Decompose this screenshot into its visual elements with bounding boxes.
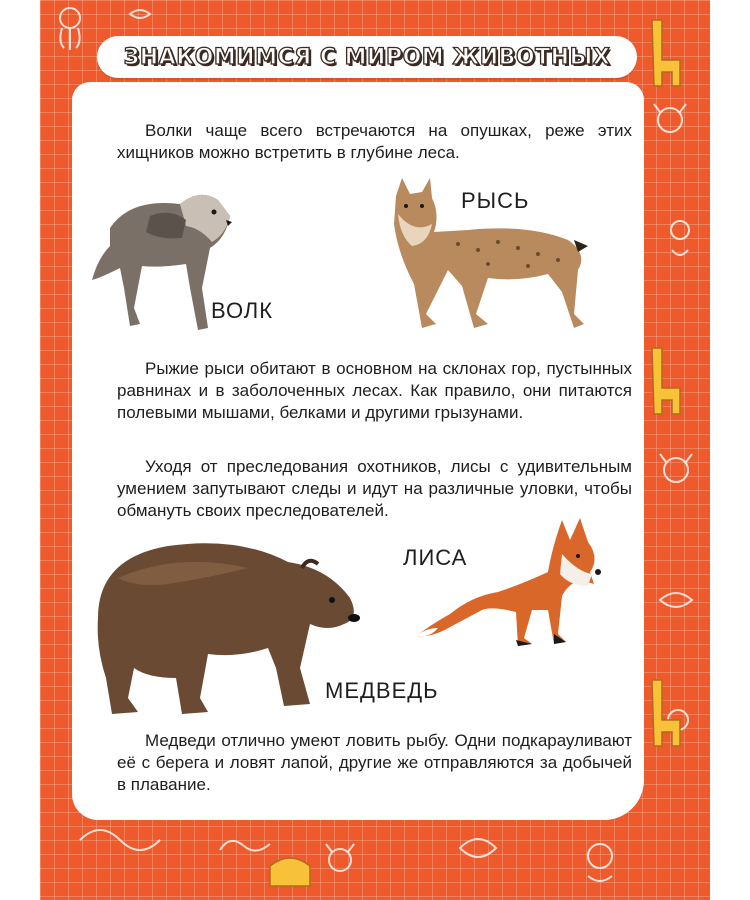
title-banner (97, 36, 637, 78)
paragraph-wolf: Волки чаще всего встречаются на опушках, реже этих хищников можно встретить в глубине леса. (117, 121, 632, 162)
label-lynx: РЫСЬ (461, 188, 530, 213)
fox-illustration (412, 514, 607, 649)
page-title: ЗНАКОМИМСЯ С МИРОМ ЖИВОТНЫХ (123, 44, 611, 70)
paragraph-bear: Медведи отлично умеют ловить рыбу. Одни подкарауливают её с берега и ловят лапой, другие же отправляются за добычей в плавание. (117, 731, 632, 794)
paragraph-fox: Уходя от преследования охотников, лисы с удивительным умением запутывают следы и идут на различные уловки, чтобы обмануть своих преследователей. (117, 457, 632, 520)
label-wolf: ВОЛК (211, 298, 274, 323)
bear-illustration (88, 528, 363, 728)
paragraph-lynx: Рыжие рыси обитают в основном на склонах гор, пустынных равнинах и в заболоченных лесах. Как правило, они питаются полевыми мышами, белками и другими грызунами. (117, 359, 632, 422)
label-fox: ЛИСА (403, 545, 468, 570)
label-bear: МЕДВЕДЬ (325, 678, 439, 703)
